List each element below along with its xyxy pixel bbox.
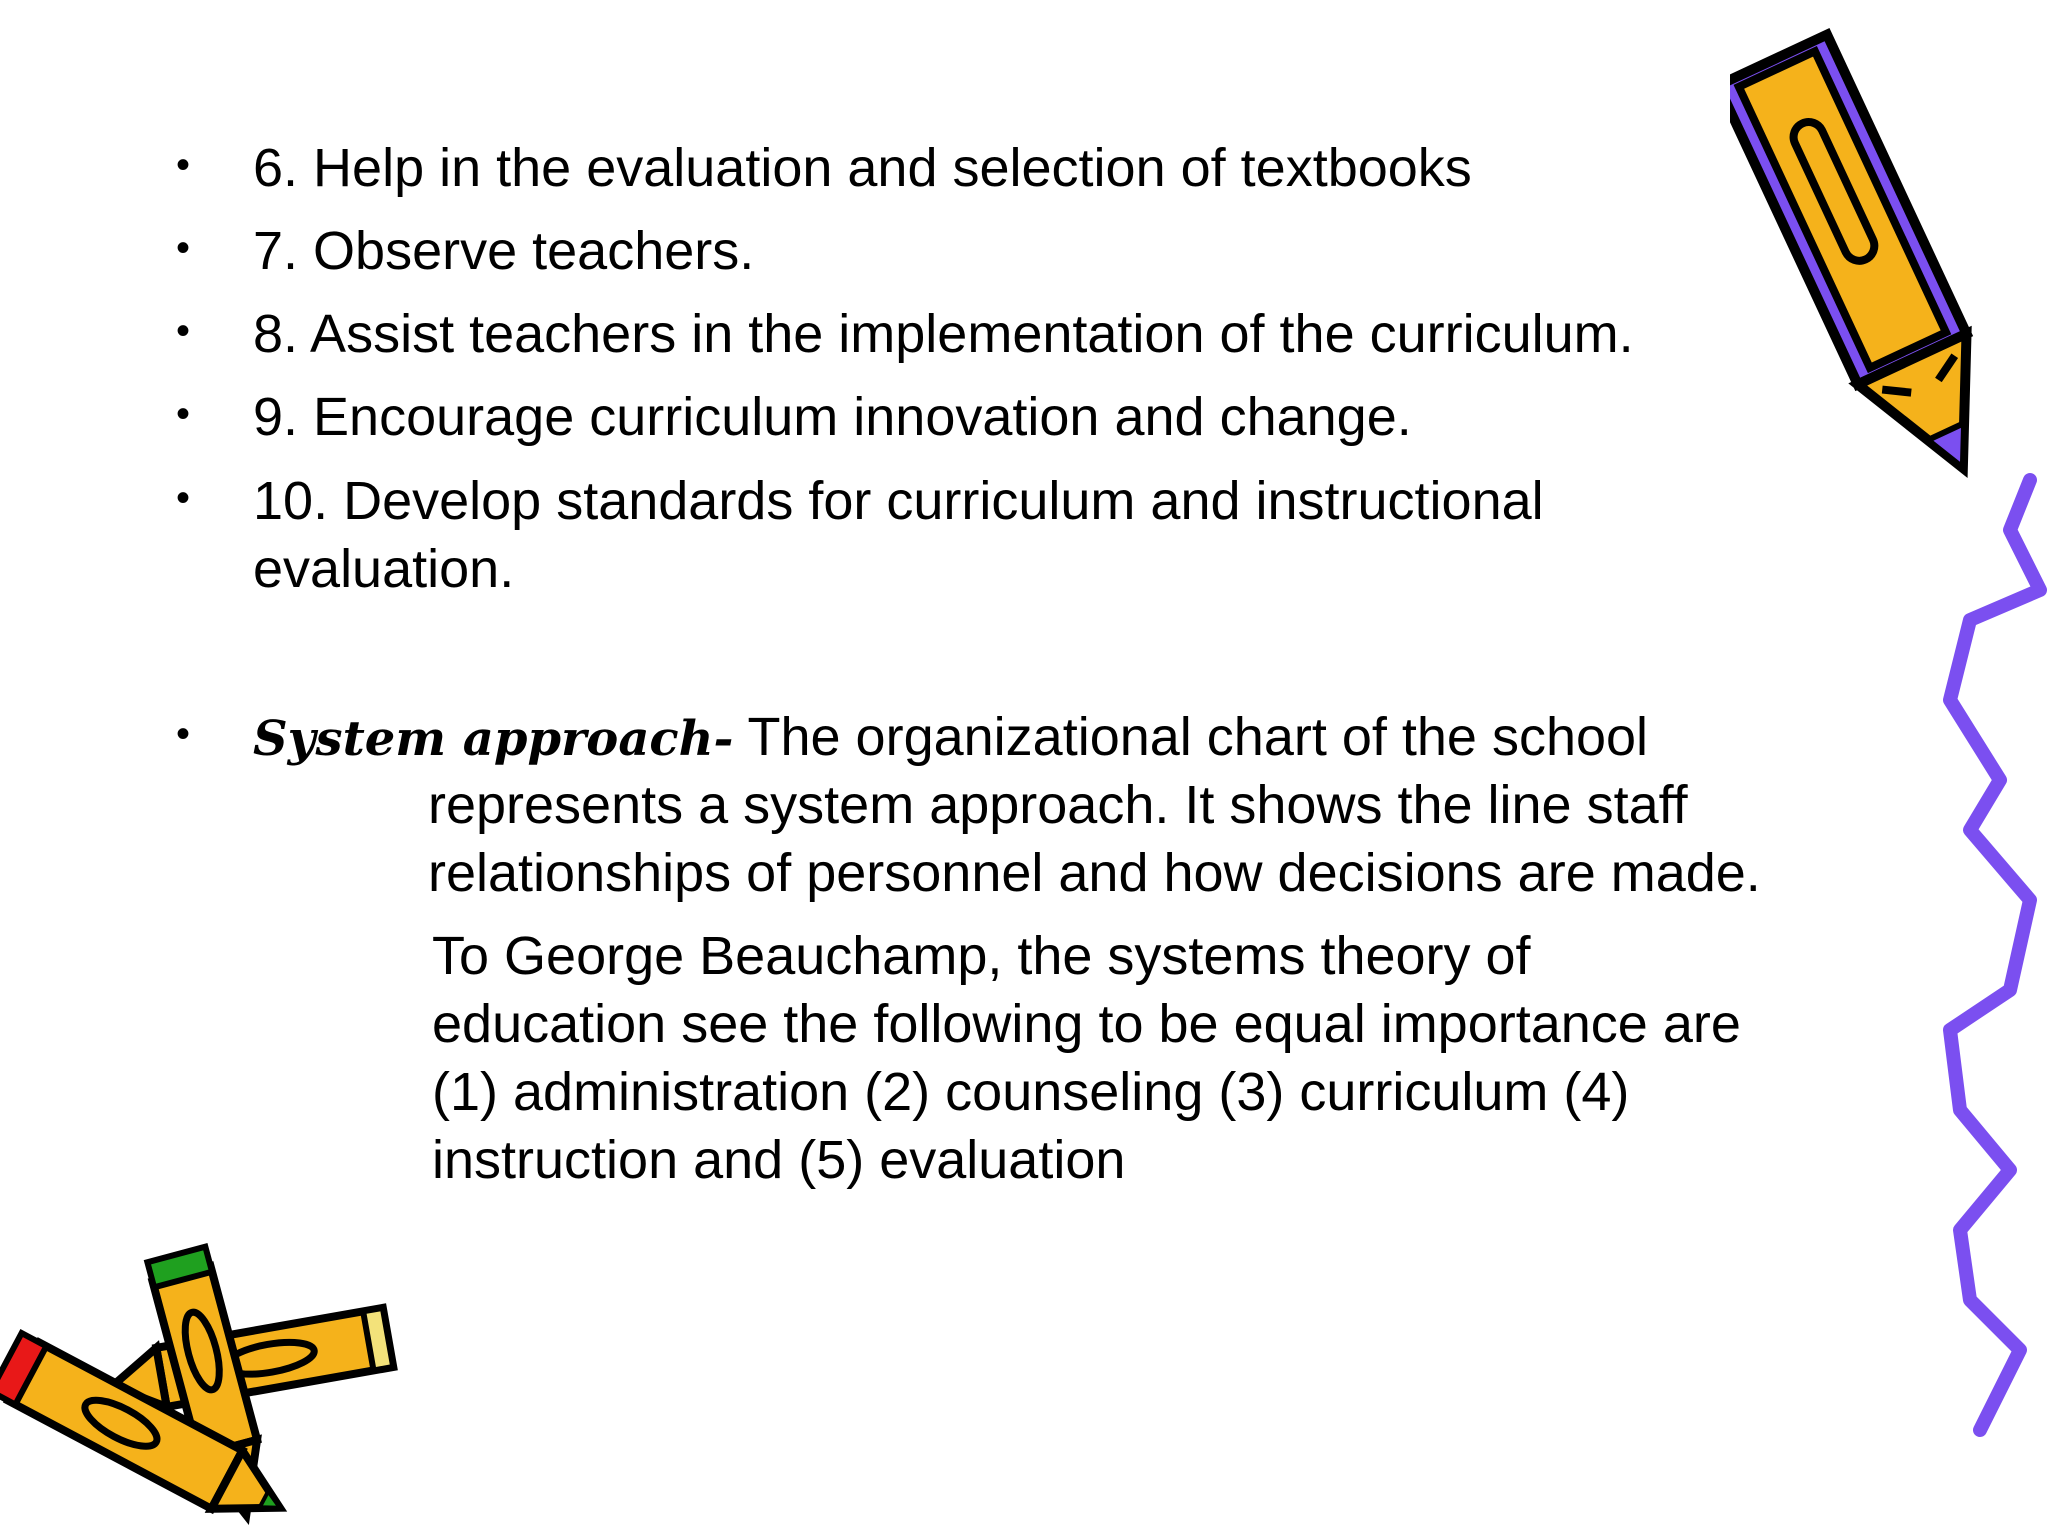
beauchamp-line-2: education see the following to be equal importance are xyxy=(432,994,1741,1054)
beauchamp-line-3: (1) administration (2) counseling (3) curriculum (4) xyxy=(432,1062,1630,1122)
bullet-dot: • xyxy=(176,392,191,436)
system-approach-term: System approach- xyxy=(253,711,734,767)
bullet-dot: • xyxy=(176,309,191,353)
bullet-item-10-continued: evaluation. xyxy=(253,539,515,599)
squiggle-line xyxy=(1940,470,2048,1450)
crossed-pencils-icon xyxy=(0,1230,420,1536)
beauchamp-line-1: To George Beauchamp, the systems theory of xyxy=(432,926,1531,986)
bullet-item-7: 7. Observe teachers. xyxy=(253,221,755,281)
bullet-item-9: 9. Encourage curriculum innovation and change. xyxy=(253,387,1412,447)
bullet-dot: • xyxy=(176,143,191,187)
bullet-item-6: 6. Help in the evaluation and selection of textbooks xyxy=(253,138,1472,198)
beauchamp-line-4: instruction and (5) evaluation xyxy=(432,1130,1126,1190)
pencil-icon xyxy=(1730,0,2030,500)
bullet-item-10: 10. Develop standards for curriculum and instructional xyxy=(253,471,1544,531)
system-approach-line-3: relationships of personnel and how decisions are made. xyxy=(428,843,1761,903)
system-approach-line-1 xyxy=(253,703,1648,773)
bullet-dot: • xyxy=(176,226,191,270)
system-approach-line-2: represents a system approach. It shows the line staff xyxy=(428,775,1688,835)
bullet-item-8: 8. Assist teachers in the implementation of the curriculum. xyxy=(253,304,1634,364)
bullet-dot: • xyxy=(176,712,191,756)
bullet-dot: • xyxy=(176,476,191,520)
system-approach-text: The organizational chart of the school xyxy=(733,707,1649,767)
